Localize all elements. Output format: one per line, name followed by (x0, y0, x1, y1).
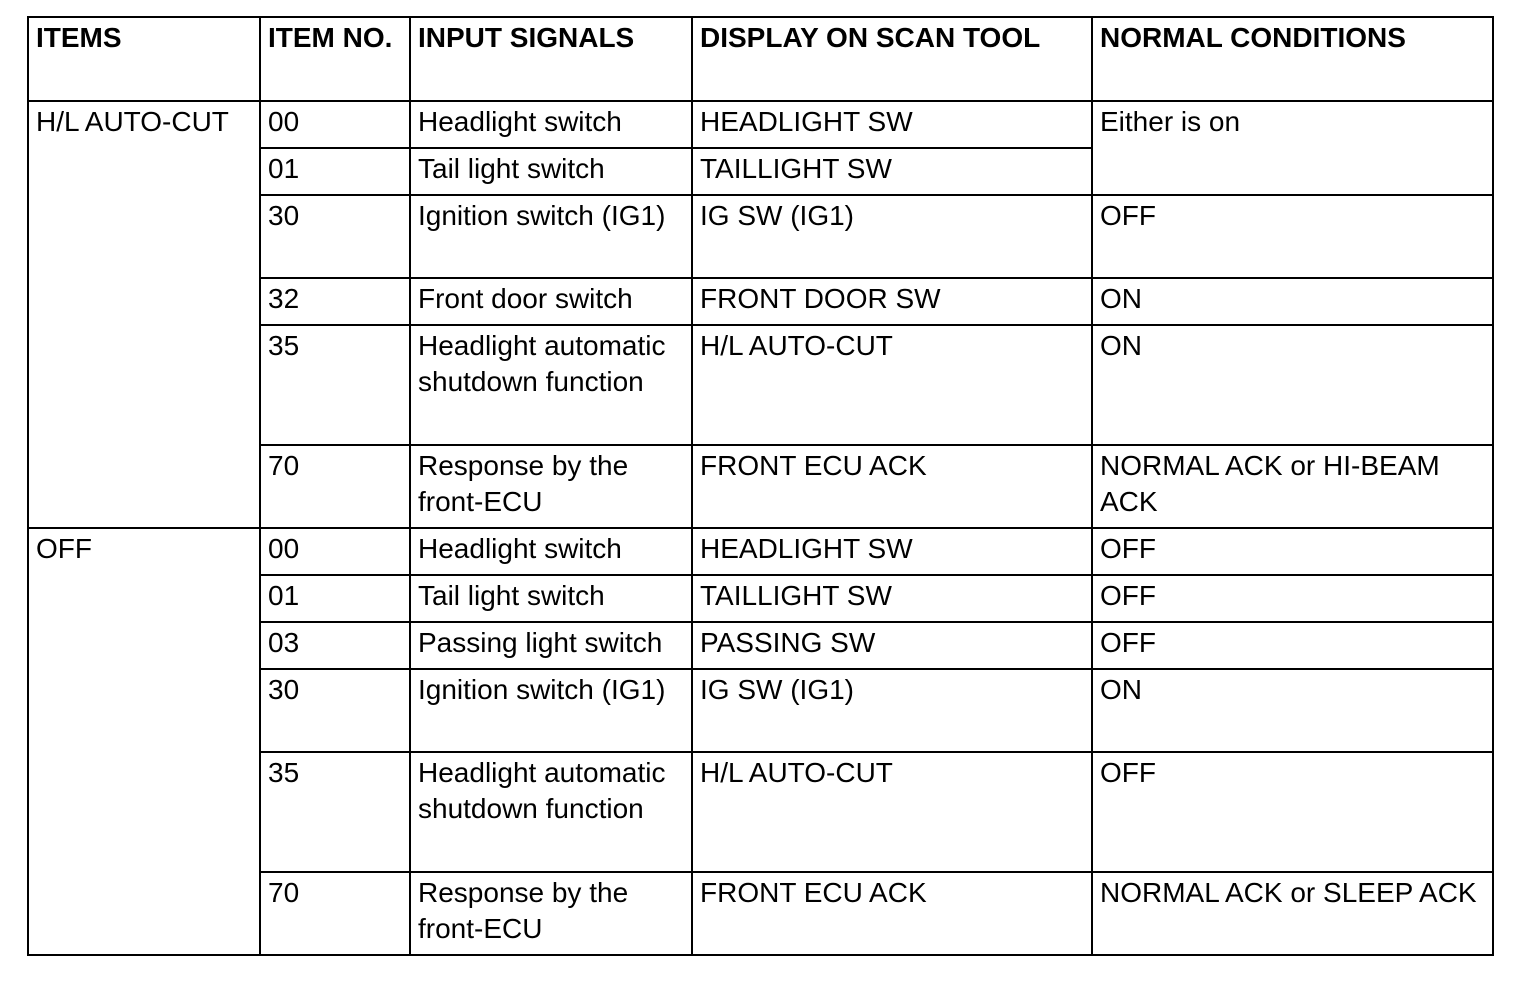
display-cell: TAILLIGHT SW (692, 148, 1092, 195)
input-signal-cell: Front door switch (410, 278, 692, 325)
display-cell: IG SW (IG1) (692, 669, 1092, 752)
normal-condition-cell: ON (1092, 278, 1493, 325)
table-row (28, 528, 1493, 575)
item-no-cell: 35 (260, 752, 410, 872)
normal-condition-cell: OFF (1092, 575, 1493, 622)
input-signal-cell: Ignition switch (IG1) (410, 669, 692, 752)
item-no-cell: 70 (260, 872, 410, 955)
header-item-no: ITEM NO. (260, 17, 410, 101)
item-no-cell: 00 (260, 528, 410, 575)
item-no-cell: 35 (260, 325, 410, 445)
normal-condition-cell: NORMAL ACK or HI-BEAM ACK (1092, 445, 1493, 528)
item-no-cell: 01 (260, 148, 410, 195)
input-signal-cell: Headlight switch (410, 101, 692, 148)
input-signal-cell: Headlight automatic shutdown function (410, 752, 692, 872)
display-cell: H/L AUTO-CUT (692, 752, 1092, 872)
item-no-cell: 32 (260, 278, 410, 325)
display-cell: FRONT ECU ACK (692, 872, 1092, 955)
input-signal-cell: Ignition switch (IG1) (410, 195, 692, 278)
input-signal-cell: Headlight switch (410, 528, 692, 575)
item-group-cell: H/L AUTO-CUT (28, 101, 260, 528)
normal-condition-cell: OFF (1092, 752, 1493, 872)
input-signal-cell: Headlight automatic shutdown function (410, 325, 692, 445)
header-normal-conditions: NORMAL CONDITIONS (1092, 17, 1493, 101)
display-cell: IG SW (IG1) (692, 195, 1092, 278)
input-signal-cell: Passing light switch (410, 622, 692, 669)
display-cell: FRONT ECU ACK (692, 445, 1092, 528)
header-input-signals: INPUT SIGNALS (410, 17, 692, 101)
normal-condition-cell: ON (1092, 325, 1493, 445)
display-cell: PASSING SW (692, 622, 1092, 669)
display-cell: H/L AUTO-CUT (692, 325, 1092, 445)
input-signal-cell: Tail light switch (410, 148, 692, 195)
item-no-cell: 00 (260, 101, 410, 148)
item-no-cell: 70 (260, 445, 410, 528)
normal-condition-cell: ON (1092, 669, 1493, 752)
item-no-cell: 01 (260, 575, 410, 622)
input-signal-cell: Response by the front-ECU (410, 445, 692, 528)
display-cell: TAILLIGHT SW (692, 575, 1092, 622)
input-signals-table (27, 16, 1494, 956)
item-no-cell: 30 (260, 669, 410, 752)
input-signal-cell: Response by the front-ECU (410, 872, 692, 955)
table-row (28, 101, 1493, 148)
normal-condition-cell: NORMAL ACK or SLEEP ACK (1092, 872, 1493, 955)
display-cell: HEADLIGHT SW (692, 528, 1092, 575)
display-cell: HEADLIGHT SW (692, 101, 1092, 148)
item-no-cell: 30 (260, 195, 410, 278)
normal-condition-cell: Either is on (1092, 101, 1493, 195)
header-row (28, 17, 1493, 101)
normal-condition-cell: OFF (1092, 622, 1493, 669)
header-items: ITEMS (28, 17, 260, 101)
item-group-cell: OFF (28, 528, 260, 955)
item-no-cell: 03 (260, 622, 410, 669)
normal-condition-cell: OFF (1092, 195, 1493, 278)
input-signal-cell: Tail light switch (410, 575, 692, 622)
display-cell: FRONT DOOR SW (692, 278, 1092, 325)
normal-condition-cell: OFF (1092, 528, 1493, 575)
header-display-on-scan-tool: DISPLAY ON SCAN TOOL (692, 17, 1092, 101)
